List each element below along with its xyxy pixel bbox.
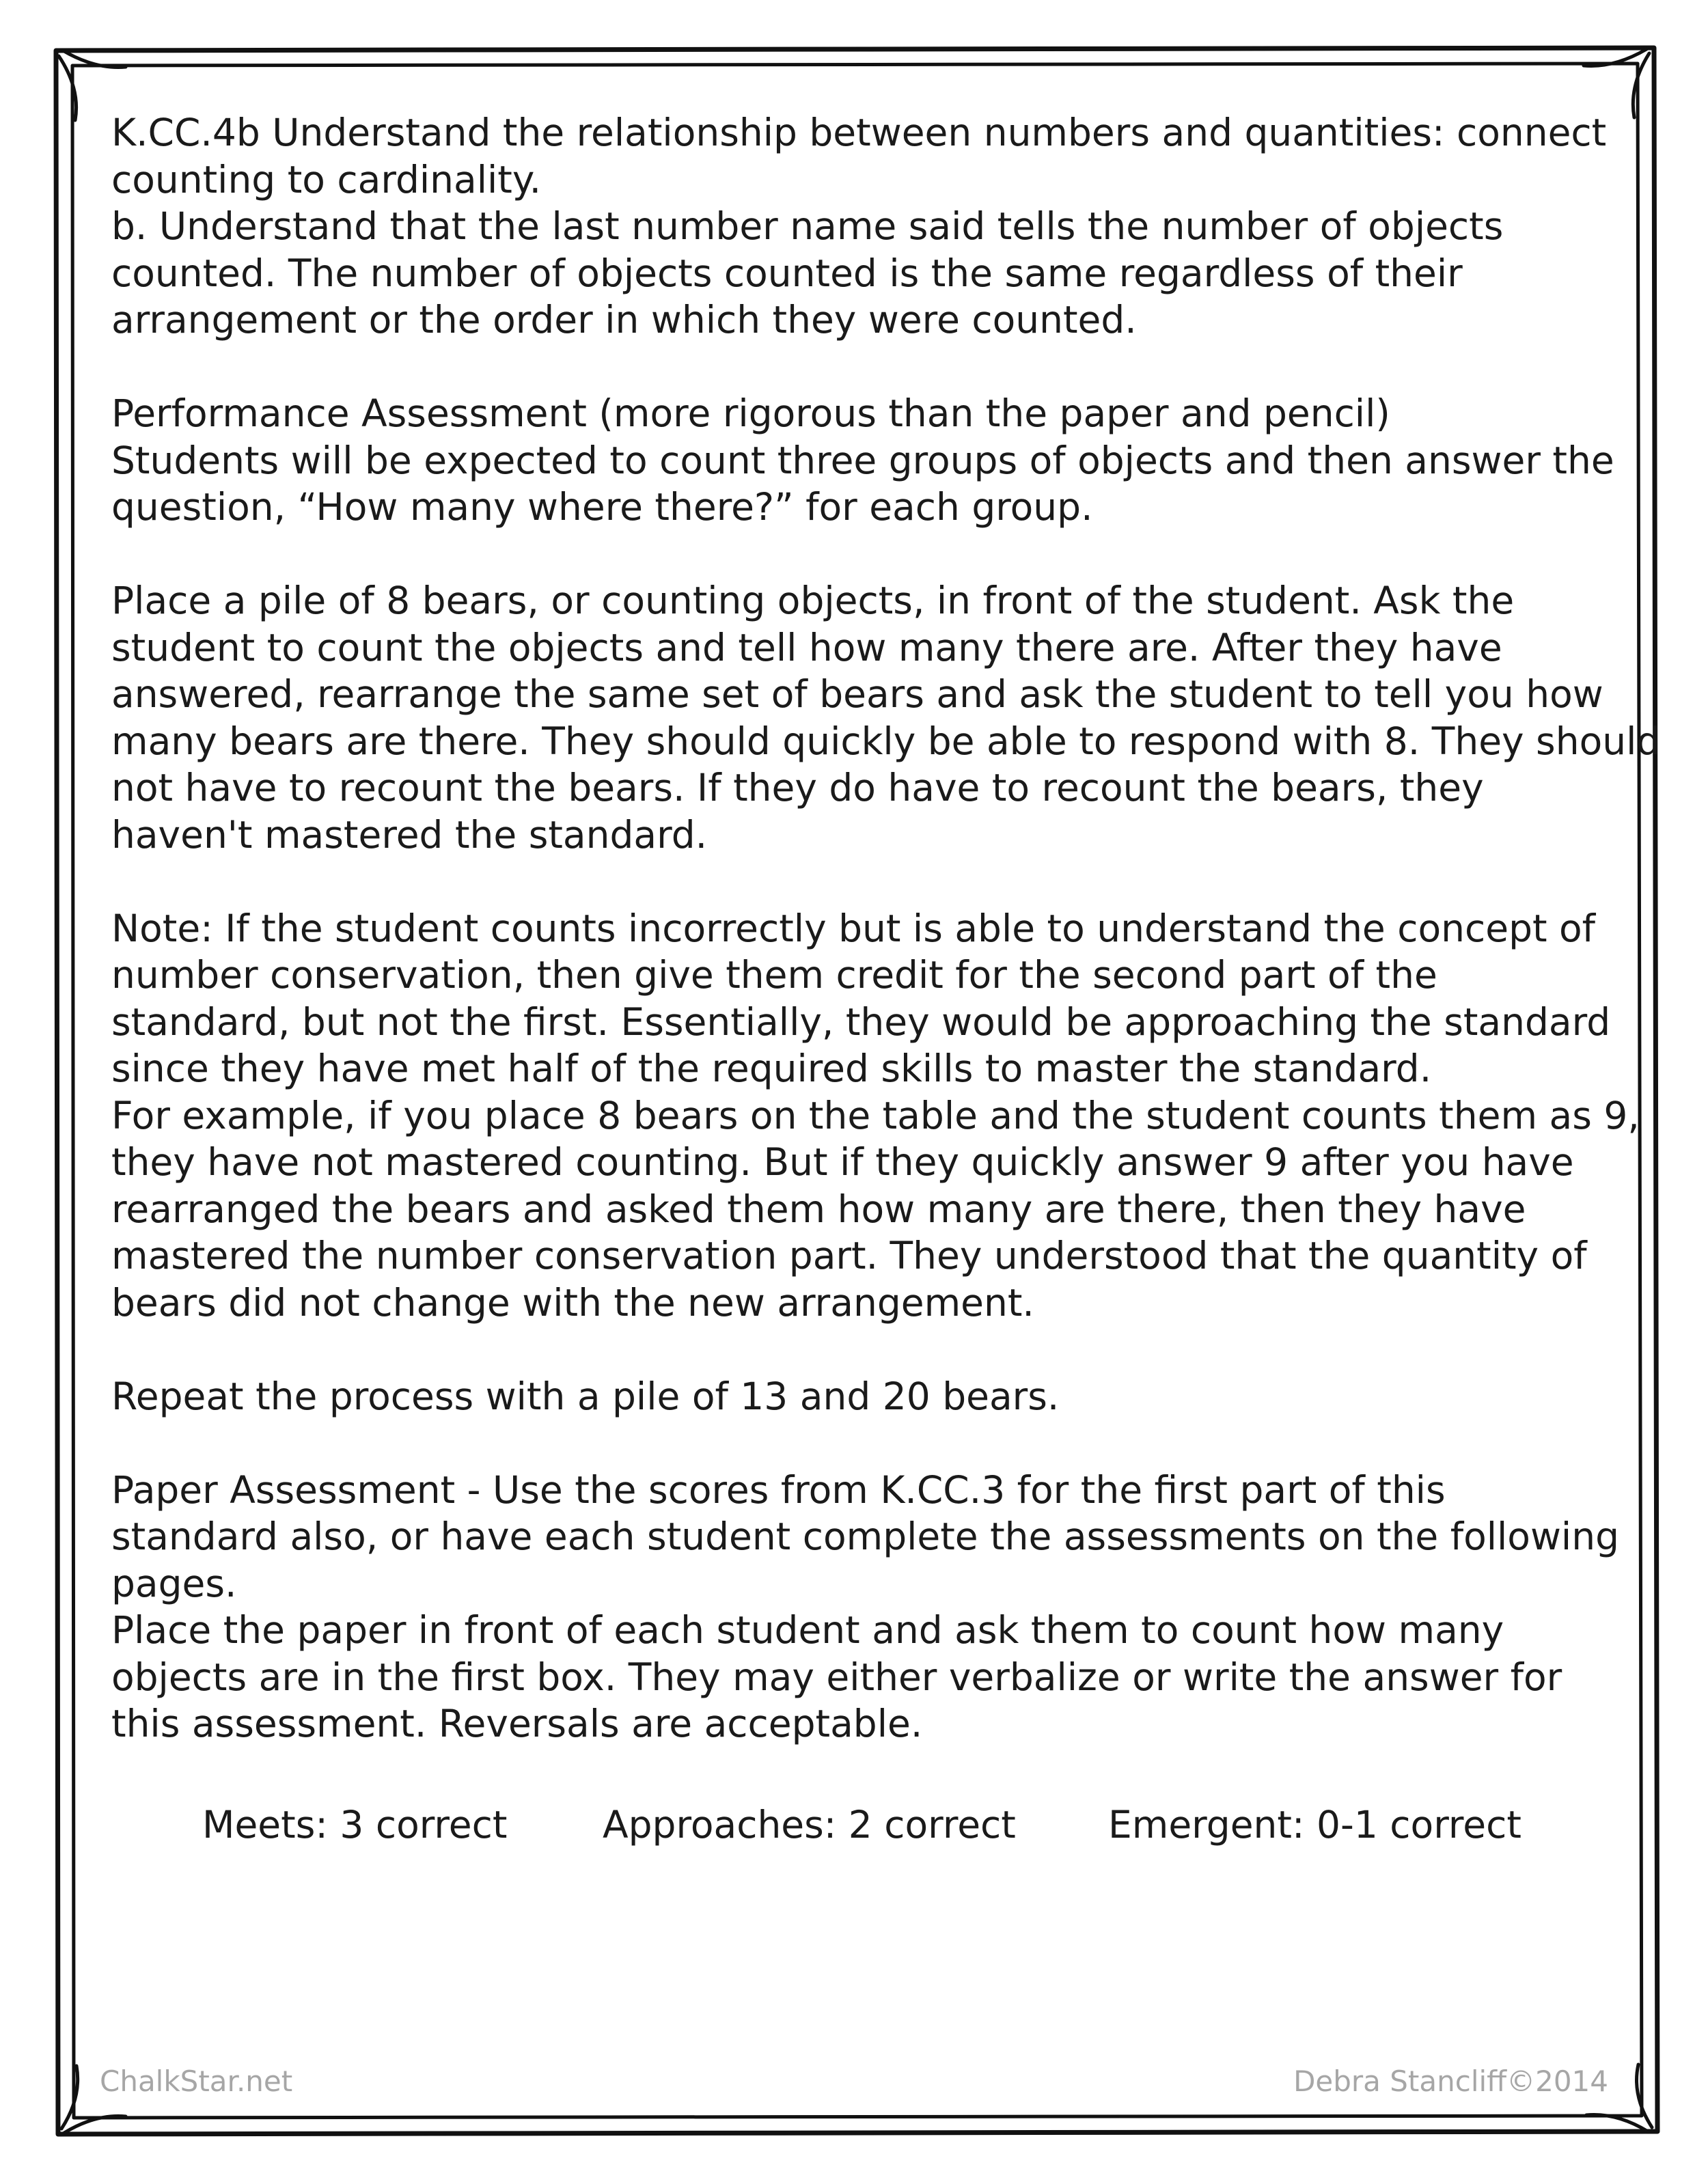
score-meets: Meets: 3 correct xyxy=(202,1803,508,1847)
text-line: Place the paper in front of each student and ask them to count how many xyxy=(111,1608,1504,1652)
scoring-criteria xyxy=(0,1801,1708,1849)
footer-copyright: Debra Stancliff©2014 xyxy=(1293,2064,1608,2098)
text-line: student to count the objects and tell how many there are. After they have xyxy=(111,625,1502,669)
blank-line xyxy=(111,1420,1614,1467)
text-line: many bears are there. They should quickly be able to respond with 8. They should xyxy=(111,719,1661,763)
text-line: standard also, or have each student complete the assessments on the following xyxy=(111,1515,1619,1558)
text-line: K.CC.4b Understand the relationship between numbers and quantities: connect xyxy=(111,111,1607,154)
score-emergent: Emergent: 0-1 correct xyxy=(1108,1803,1521,1847)
text-line: answered, rearrange the same set of bears and ask the student to tell you how xyxy=(111,672,1603,716)
text-line: question, “How many where there?” for each group. xyxy=(111,485,1093,529)
text-line: arrangement or the order in which they were counted. xyxy=(111,298,1137,342)
text-line: bears did not change with the new arrangement. xyxy=(111,1280,1034,1325)
text-line: Performance Assessment (more rigorous than the paper and pencil) xyxy=(111,391,1390,435)
text-line: counting to cardinality. xyxy=(111,157,542,202)
text-line: they have not mastered counting. But if they quickly answer 9 after you have xyxy=(111,1140,1574,1184)
text-line: since they have met half of the required skills to master the standard. xyxy=(111,1047,1432,1090)
text-line: this assessment. Reversals are acceptable. xyxy=(111,1702,923,1745)
text-line: counted. The number of objects counted is the same regardless of their xyxy=(111,251,1463,295)
text-line: mastered the number conservation part. They understood that the quantity of xyxy=(111,1234,1587,1278)
assessment-text xyxy=(111,109,1661,1748)
blank-line xyxy=(111,858,1614,905)
text-line: Paper Assessment - Use the scores from K.CC.3 for the first part of this xyxy=(111,1467,1446,1512)
text-line: objects are in the first box. They may either verbalize or write the answer for xyxy=(111,1655,1562,1699)
text-line: standard, but not the first. Essentially, they would be approaching the standard xyxy=(111,999,1611,1044)
text-line: Repeat the process with a pile of 13 and 20 bears. xyxy=(111,1374,1060,1418)
text-line: Students will be expected to count three groups of objects and then answer the xyxy=(111,438,1614,482)
text-line: pages. xyxy=(111,1561,237,1605)
blank-line xyxy=(111,1326,1614,1373)
text-line: haven't mastered the standard. xyxy=(111,812,708,857)
text-line: b. Understand that the last number name said tells the number of objects xyxy=(111,204,1504,248)
blank-line xyxy=(111,344,1614,391)
text-line: number conservation, then give them credit for the second part of the xyxy=(111,953,1437,997)
blank-line xyxy=(111,531,1614,578)
text-line: Note: If the student counts incorrectly but is able to understand the concept of xyxy=(111,906,1596,950)
score-approaches: Approaches: 2 correct xyxy=(603,1803,1016,1847)
text-line: For example, if you place 8 bears on the table and the student counts them as 9, xyxy=(111,1093,1640,1137)
footer-site: ChalkStar.net xyxy=(100,2064,293,2098)
text-line: not have to recount the bears. If they do have to recount the bears, they xyxy=(111,766,1484,810)
text-line: rearranged the bears and asked them how many are there, then they have xyxy=(111,1187,1526,1231)
text-line: Place a pile of 8 bears, or counting objects, in front of the student. Ask the xyxy=(111,579,1515,622)
